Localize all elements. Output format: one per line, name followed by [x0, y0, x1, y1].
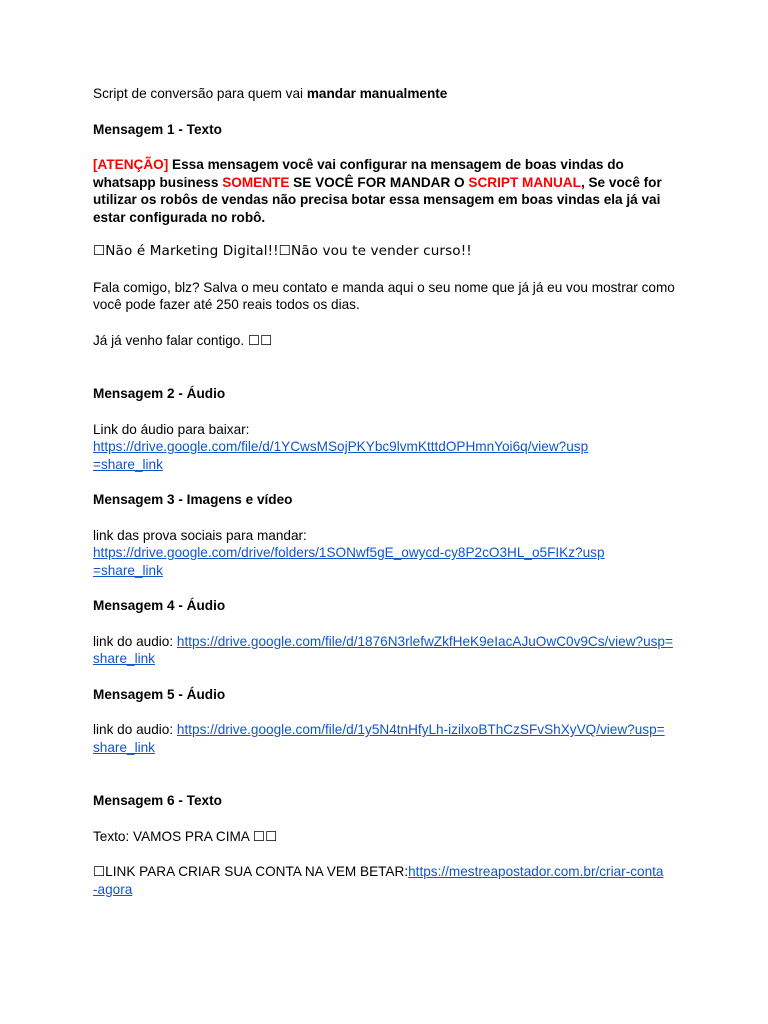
msg3-label: link das prova sociais para mandar:: [93, 527, 307, 543]
msg4-label: link do audio:: [93, 633, 177, 649]
msg2-link[interactable]: https://drive.google.com/file/d/1YCwsMSojPKYbc9lvmKtttdOPHmnYoi6q/view?usp=share_link: [93, 439, 589, 472]
msg1-body: Fala comigo, blz? Salva o meu contato e manda aqui o seu nome que já já eu vou mostrar como você pode fazer até 250 reais todos os dias.: [93, 279, 675, 312]
intro-prefix: Script de conversão para quem vai: [93, 86, 307, 101]
attention-part2: SE VOCÊ FOR MANDAR O: [289, 174, 469, 190]
msg1-heading: Mensagem 1 - Texto: [93, 121, 222, 137]
attention-somente: SOMENTE: [222, 174, 290, 190]
msg4-line: [93, 633, 673, 668]
attention-part1: Essa mensagem você vai configurar na mensagem de boas vindas do whatsapp business: [93, 157, 624, 190]
attention-part3: , Se você for utilizar os robôs de vendas não precisa botar essa mensagem em boas vindas ela já vai estar configurada no robô.: [93, 174, 662, 225]
attention-script-manual: SCRIPT MANUAL: [468, 174, 581, 190]
msg4-heading: Mensagem 4 - Áudio: [93, 598, 226, 613]
msg6-text: Texto: VAMOS PRA CIMA ☐☐: [93, 828, 278, 844]
msg1-closing: Já já venho falar contigo. ☐☐: [93, 332, 273, 348]
msg1-attention: [93, 156, 683, 226]
intro-bold: mandar manualmente: [306, 86, 448, 101]
msg3-link-line: [93, 544, 608, 579]
intro-line: [93, 85, 683, 103]
attention-tag: [ATENÇÃO]: [93, 157, 169, 172]
msg2-heading: Mensagem 2 - Áudio: [93, 386, 226, 401]
msg2-link-line: [93, 438, 593, 473]
msg3-link[interactable]: https://drive.google.com/drive/folders/1SONwf5gE_owycd-cy8P2cO3HL_o5FIKz?usp=share_link: [93, 545, 605, 578]
msg6-link[interactable]: https://mestreapostador.com.br/criar-conta-agora: [93, 864, 664, 897]
msg5-heading: Mensagem 5 - Áudio: [93, 686, 226, 702]
msg6-link-label: ☐LINK PARA CRIAR SUA CONTA NA VEM BETAR:: [93, 864, 409, 879]
msg1-headline: ☐Não é Marketing Digital!!☐Não vou te vender curso!!: [93, 243, 472, 259]
msg6-link-line: [93, 863, 665, 898]
msg2-label: Link do áudio para baixar:: [93, 421, 250, 437]
msg3-heading: Mensagem 3 - Imagens e vídeo: [93, 492, 293, 507]
msg4-link[interactable]: https://drive.google.com/file/d/1876N3rlefwZkfHeK9eIacAJuOwC0v9Cs/view?usp=share_link: [93, 633, 673, 666]
msg5-link[interactable]: https://drive.google.com/file/d/1y5N4tnHfyLh-izilxoBThCzSFvShXyVQ/view?usp=share_link: [93, 722, 665, 755]
msg5-line: [93, 721, 665, 756]
document-page: [93, 85, 683, 898]
msg6-heading: Mensagem 6 - Texto: [93, 793, 222, 808]
msg5-label: link do audio:: [93, 722, 177, 737]
